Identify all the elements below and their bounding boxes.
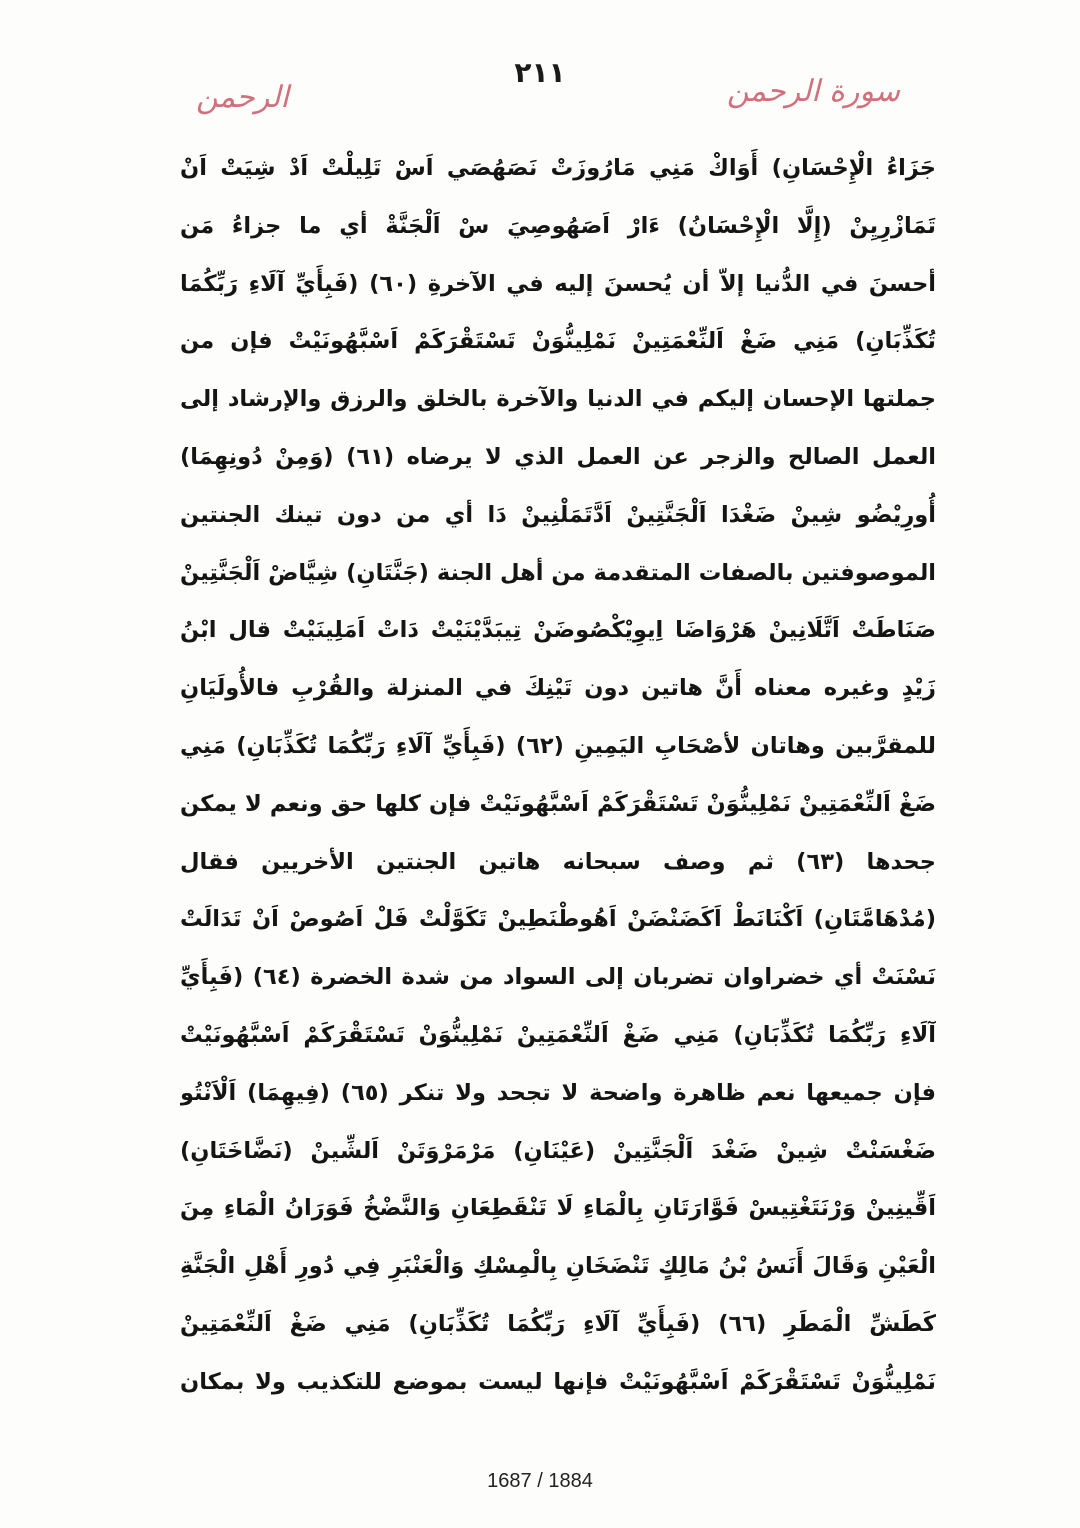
text-line: جملتها الإحسان إليكم في الدنيا والآخرة بالخلق والرزق والإرشاد إلى <box>180 386 936 413</box>
text-line: ضَغْسَنْتْ شِينْ ضَغْدَ اَلْجَنَّتِينْ (عَيْنَانِ) مَرْمَرْوَتَنْ اَلشِّينْ (نَضَّاخَتَانِ) <box>180 1137 936 1164</box>
handwritten-surah-title: سورة الرحمن <box>726 74 900 109</box>
handwritten-surah-name: الرحمن <box>196 80 289 115</box>
text-line: آلَاءِ رَبِّكُمَا تُكَذِّبَانِ) مَنِي ضَغْ اَلنِّعْمَتِينْ نَمْلِينُّوَنْ تَسْتَقْرَكَمْ اَسْبَّهُونَيْتْ <box>180 1021 936 1048</box>
text-line: جَزَاءُ الْإِحْسَانِ) أَوَاكْ مَنِي مَارُوزَتْ نَصَهُصَي اَسْ تَلِيلْتْ اَدْ شِيَتْ اَنْ <box>180 155 936 181</box>
text-line: ضَغْ اَلنِّعْمَتِينْ نَمْلِينُّوَنْ تَسْتَقْرَكَمْ اَسْبَّهُونَيْتْ فإن كلها حق ونعم لا يمكن <box>180 790 936 817</box>
text-line: للمقرَّبين وهاتان لأصْحَابِ اليَمِينِ (٦٢) (فَبِأَيِّ آلَاءِ رَبِّكُمَا تُكَذِّبَانِ) مَنِي <box>180 732 936 759</box>
text-line: العمل الصالح والزجر عن العمل الذي لا يرضاه (٦١) (وَمِنْ دُونِهِمَا) <box>180 443 936 470</box>
text-line: أحسنَ في الدُّنيا إلاّ أن يُحسنَ إليه في الآخرةِ (٦٠) (فَبِأَيِّ آلَاءِ رَبِّكُمَا <box>180 270 936 297</box>
text-line: فإن جميعها نعم ظاهرة واضحة لا تجحد ولا تنكر (٦٥) (فِيهِمَا) اَلْاَنْتُو <box>180 1079 936 1106</box>
page-body-text <box>180 140 936 1412</box>
text-line: نَمْلِينُّوَنْ تَسْتَقْرَكَمْ اَسْبَّهُونَيْتْ فإنها ليست بموضع للتكذيب ولا بمكان <box>180 1368 936 1395</box>
text-line: نَسْنَتْ أي خضراوان تضربان إلى السواد من شدة الخضرة (٦٤) (فَبِأَيِّ <box>180 964 936 991</box>
text-line: صَنَاطَتْ اَتَّلَانِينْ هَرْوَاضَا اِيوِيْكْصُوضَنْ تِيبَدَّيْنَيْتْ دَاتْ اَمَلِينَيْتْ قال ابْنُ <box>180 617 936 644</box>
page-counter: 1687 / 1884 <box>487 1470 593 1492</box>
text-line: كَطَشِّ الْمَطَرِ (٦٦) (فَبِأَيِّ آلَاءِ رَبِّكُمَا تُكَذِّبَانِ) مَنِي ضَغْ اَلنِّعْمَتِينْ <box>180 1310 936 1337</box>
text-line: الموصوفتين بالصفات المتقدمة من أهل الجنة (جَنَّتَانِ) شِيَّاضْ اَلْجَنَّتِينْ <box>180 559 936 586</box>
text-line: اَقِّينِينْ وَرْنَتَغْتِيسْ فَوَّارَتَانِ بِالْمَاءِ لَا تَنْقَطِعَانِ وَالنَّضْخُ فَوَرَانُ الْمَاءِ مِنَ <box>180 1195 936 1222</box>
text-line: تُكَذِّبَانِ) مَنِي ضَغْ اَلنِّعْمَتِينْ نَمْلِينُّوَنْ تَسْتَقْرَكَمْ اَسْبَّهُونَيْتْ فإن من <box>180 328 936 355</box>
text-line: (مُدْهَامَّتَانِ) اَكْنَانَطْ اَكَضَنْضَنْ اَهُوطْنَطِينْ تَكَوَّلْتْ فَلْ اَصُوصْ اَنْ تَدَالَتْ <box>180 906 936 933</box>
text-line: زَيْدٍ وغيره معناه أَنَّ هاتين دون تَيْنِكَ في المنزلة والقُرْبِ فالأُولَيَانِ <box>180 675 936 702</box>
text-line: الْعَيْنِ وَقَالَ أَنَسُ بْنُ مَالِكٍ تَنْضَخَانِ بِالْمِسْكِ وَالْعَنْبَرِ فِي دُورِ أَهْلِ الْجَنَّةِ <box>180 1253 936 1280</box>
page-number: ٢١١ <box>514 56 566 89</box>
text-line: أُورِيْضُو شِينْ ضَغْدَا اَلْجَنَّتِينْ اَدَّتَمَلْنِينْ دَا أي من دون تينك الجنتين <box>180 501 936 528</box>
text-line: تَمَازْرِيِنْ (إِلَّا الْإِحْسَانُ) ءَارْ اَصَهُوصِيَ سْ اَلْجَنَّةْ أي ما جزاءُ مَن <box>180 212 936 239</box>
text-line: جحدها (٦٣) ثم وصف سبحانه هاتين الجنتين الأخريين فقال <box>180 848 936 875</box>
